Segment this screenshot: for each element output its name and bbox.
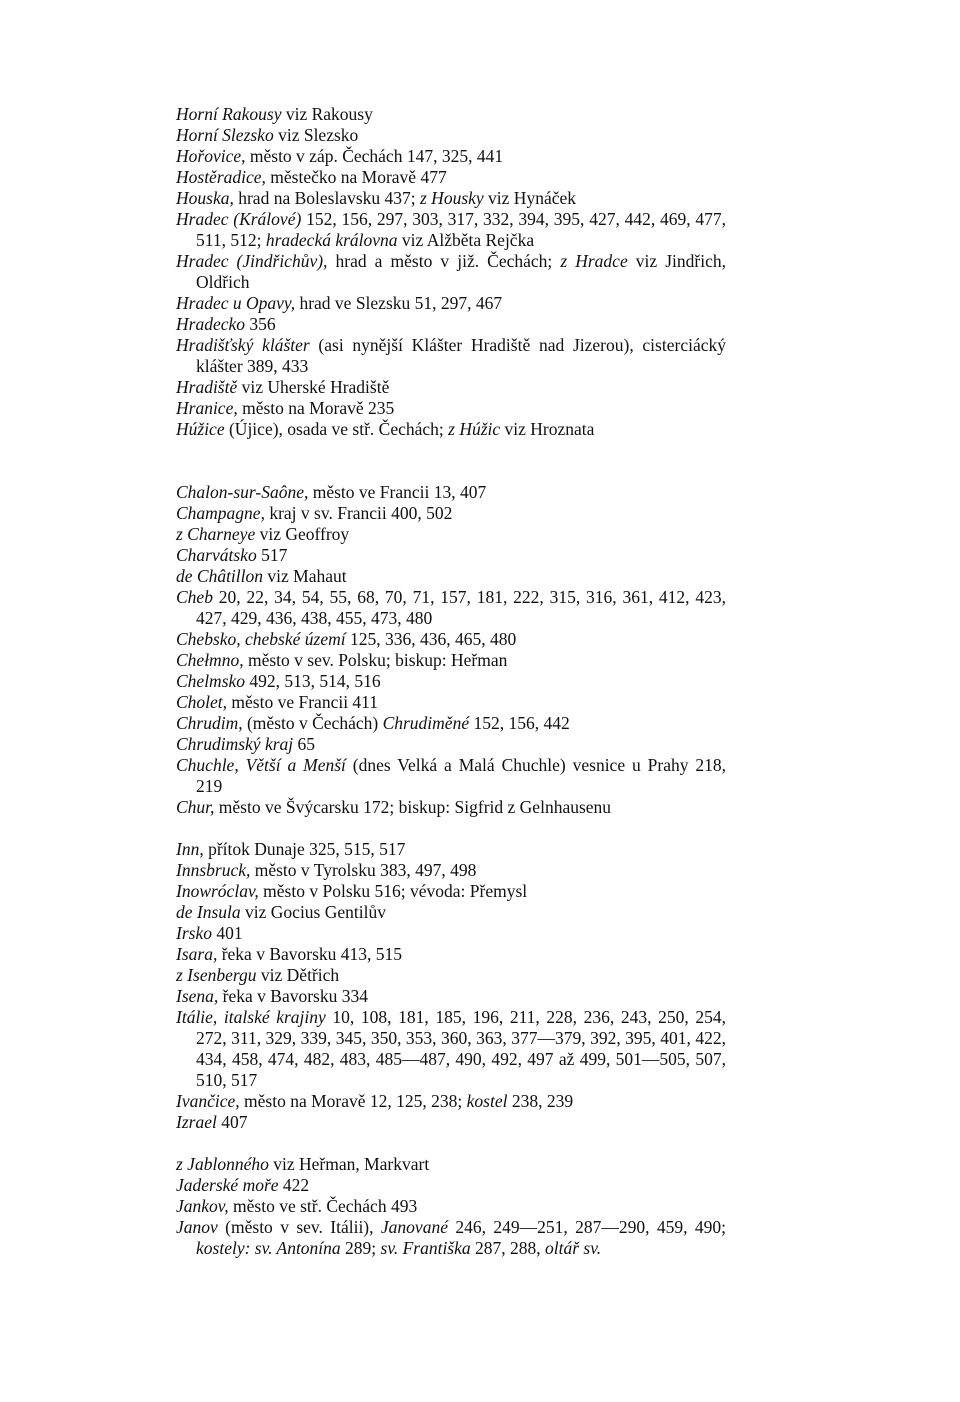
entry-text: město v Polsku 516; vévoda: Přemysl [258,881,528,901]
entry-term: Hranice, [176,398,238,418]
entry-term: Hostěradice, [176,167,266,187]
index-entry [176,629,726,650]
entry-text: viz Uherské Hradiště [237,377,390,397]
index-entry [176,314,726,335]
index-entry [176,1217,726,1259]
index-entry [176,293,726,314]
index-entry [176,713,726,734]
entry-term: Hradišťský klášter [176,335,310,355]
index-entry [176,524,726,545]
index-entry [176,1196,726,1217]
entry-text: 356 [245,314,276,334]
index-entry [176,944,726,965]
entry-term: Ivančice, [176,1091,240,1111]
index-entry [176,839,726,860]
entry-text: město ve stř. Čechách 493 [228,1196,418,1216]
entry-text: 238, 239 [507,1091,574,1111]
index-entry [176,104,726,125]
index-entry [176,1175,726,1196]
index-entry [176,482,726,503]
entry-text: město v Tyrolsku 383, 497, 498 [250,860,477,880]
entry-term: Jaderské moře [176,1175,279,1195]
entry-text: 20, 22, 34, 54, 55, 68, 70, 71, 157, 181, 222, 315, 316, 361, 412, 423, 427, 429, 436, 438, 455, 473, 480 [196,587,726,628]
entry-text: 152, 156, 442 [469,713,570,733]
index-entry [176,125,726,146]
index-entry [176,146,726,167]
section-gap [176,818,726,839]
entry-term: Janov [176,1217,218,1237]
entry-text: město ve Švýcarsku 172; biskup: Sigfrid z Gelnhausenu [214,797,612,817]
entry-text: viz Gocius Gentilův [240,902,386,922]
entry-text: kraj v sv. Francii 400, 502 [264,503,453,523]
index-entry [176,650,726,671]
entry-text: město ve Francii 411 [227,692,379,712]
entry-term: Inowróclav, [176,881,259,901]
entry-text: viz Hynáček [483,188,576,208]
entry-term: Cholet, [176,692,228,712]
entry-term: z Hradce [560,251,628,271]
entry-term: Hořovice, [176,146,246,166]
entry-text: 152, 156, 297, 303, 317, 332, 394, 395, 427, 442, 469, 477, 511, 512; [196,209,726,250]
index-entry [176,755,726,797]
index-entry [176,377,726,398]
section-gap [176,440,726,482]
index-entry [176,965,726,986]
entry-text: (Újice), osada ve stř. Čechách; [224,419,449,439]
index-entry [176,188,726,209]
entry-text: přítok Dunaje 325, 515, 517 [203,839,406,859]
entry-term: z Isenbergu [176,965,257,985]
entry-term: Hradec u Opavy, [176,293,296,313]
entry-term: Chuchle, Větší a Menší [176,755,346,775]
index-entry [176,1154,726,1175]
entry-term: hradecká královna [265,230,398,250]
index-entry [176,986,726,1007]
entry-text: viz Slezsko [273,125,359,145]
index-page [176,104,726,1259]
entry-text: 125, 336, 436, 465, 480 [345,629,517,649]
entry-term: Hradecko [176,314,246,334]
entry-term: Húžice [176,419,225,439]
entry-text: 492, 513, 514, 516 [245,671,381,691]
entry-term: Isena, [176,986,219,1006]
entry-text: viz Hroznata [500,419,595,439]
entry-term: Chalon-sur-Saône, [176,482,309,502]
entry-text: (město v Čechách) [242,713,383,733]
entry-term: Charvátsko [176,545,257,565]
entry-term: Chrudiměné [382,713,470,733]
entry-text: řeka v Bavorsku 334 [218,986,368,1006]
entry-term: Horní Slezsko [176,125,274,145]
entry-text: město ve Francii 13, 407 [308,482,487,502]
index-entry [176,692,726,713]
entry-text: viz Mahaut [263,566,347,586]
entry-text: město v záp. Čechách 147, 325, 441 [245,146,504,166]
entry-term: Champagne, [176,503,265,523]
index-entry [176,860,726,881]
index-entry [176,419,726,440]
index-entry [176,398,726,419]
index-entry [176,335,726,377]
entry-term: Inn, [176,839,204,859]
entry-text: (asi nynější Klášter Hradiště nad Jizerou), cisterciácký klášter 389, 433 [196,335,726,376]
entry-term: de Châtillon [176,566,264,586]
section-h [176,104,726,440]
index-entry [176,251,726,293]
entry-term: kostely: sv. Antonína [196,1238,341,1258]
entry-term: Chełmno, [176,650,244,670]
entry-text: město na Moravě 235 [237,398,395,418]
entry-text: 401 [211,923,243,943]
index-entry [176,545,726,566]
section-j [176,1154,726,1259]
entry-term: de Insula [176,902,241,922]
entry-term: Chelmsko [176,671,246,691]
section-i [176,839,726,1133]
section-ch [176,482,726,818]
entry-term: z Húžic [448,419,501,439]
entry-term: oltář sv. [545,1238,602,1258]
entry-term: z Charneye [176,524,256,544]
entry-text: viz Alžběta Rejčka [397,230,535,250]
index-entry [176,881,726,902]
entry-term: Jankov, [176,1196,229,1216]
entry-term: z Housky [420,188,484,208]
entry-term: Cheb [176,587,213,607]
entry-text: 517 [256,545,288,565]
entry-text: 10, 108, 181, 185, 196, 211, 228, 236, 243, 250, 254, 272, 311, 329, 339, 345, 350, 353, 360, 363, 377—379, 392, 395, 401, 422, 434, 458, 474, 482, 483, 485—487, 490, 492, 497 až 499, 501—505, 507, 510, 517 [196,1007,726,1090]
entry-text: 422 [278,1175,310,1195]
index-entry [176,209,726,251]
index-entry [176,566,726,587]
index-entry [176,671,726,692]
entry-text: městečko na Moravě 477 [265,167,447,187]
entry-term: Izrael [176,1112,217,1132]
entry-term: Innsbruck, [176,860,251,880]
entry-term: sv. Františka [380,1238,471,1258]
entry-text: hrad ve Slezsku 51, 297, 467 [295,293,503,313]
entry-text: 289; [340,1238,381,1258]
entry-term: Janované [380,1217,448,1237]
entry-text: 287, 288, [470,1238,546,1258]
entry-term: Horní Rakousy [176,104,282,124]
index-entry [176,503,726,524]
entry-text: viz Geoffroy [255,524,350,544]
entry-term: Itálie, italské krajiny [176,1007,326,1027]
entry-text: viz Heřman, Markvart [268,1154,430,1174]
entry-term: Hradiště [176,377,238,397]
entry-term: Houska, [176,188,234,208]
entry-text: 65 [293,734,316,754]
entry-term: kostel [466,1091,508,1111]
entry-text: viz Jindřich, Oldřich [196,251,727,292]
index-entry [176,902,726,923]
entry-text: hrad na Boleslavsku 437; [233,188,420,208]
entry-term: Chebsko, chebské území [176,629,346,649]
index-entry [176,1007,726,1091]
index-entry [176,797,726,818]
entry-term: Irsko [176,923,212,943]
entry-term: Hradec (Králové) [176,209,302,229]
entry-text: hrad a město v již. Čechách; [327,251,561,271]
entry-text: 407 [216,1112,248,1132]
index-entry [176,167,726,188]
entry-term: Chur, [176,797,215,817]
entry-term: Chrudimský kraj [176,734,294,754]
entry-text: město na Moravě 12, 125, 238; [239,1091,467,1111]
entry-term: z Jablonného [176,1154,269,1174]
index-entry [176,734,726,755]
index-entry [176,923,726,944]
index-entry [176,587,726,629]
entry-text: (dnes Velká a Malá Chuchle) vesnice u Prahy 218, 219 [196,755,726,796]
entry-term: Isara, [176,944,218,964]
entry-text: viz Rakousy [281,104,373,124]
entry-text: 246, 249—251, 287—290, 459, 490; [447,1217,726,1237]
entry-text: viz Dětřich [256,965,340,985]
entry-text: řeka v Bavorsku 413, 515 [217,944,403,964]
entry-term: Hradec (Jindřichův), [176,251,328,271]
index-entry [176,1112,726,1133]
index-entry [176,1091,726,1112]
entry-text: (město v sev. Itálii), [217,1217,381,1237]
entry-text: město v sev. Polsku; biskup: Heřman [243,650,508,670]
entry-term: Chrudim, [176,713,243,733]
section-gap [176,1133,726,1154]
